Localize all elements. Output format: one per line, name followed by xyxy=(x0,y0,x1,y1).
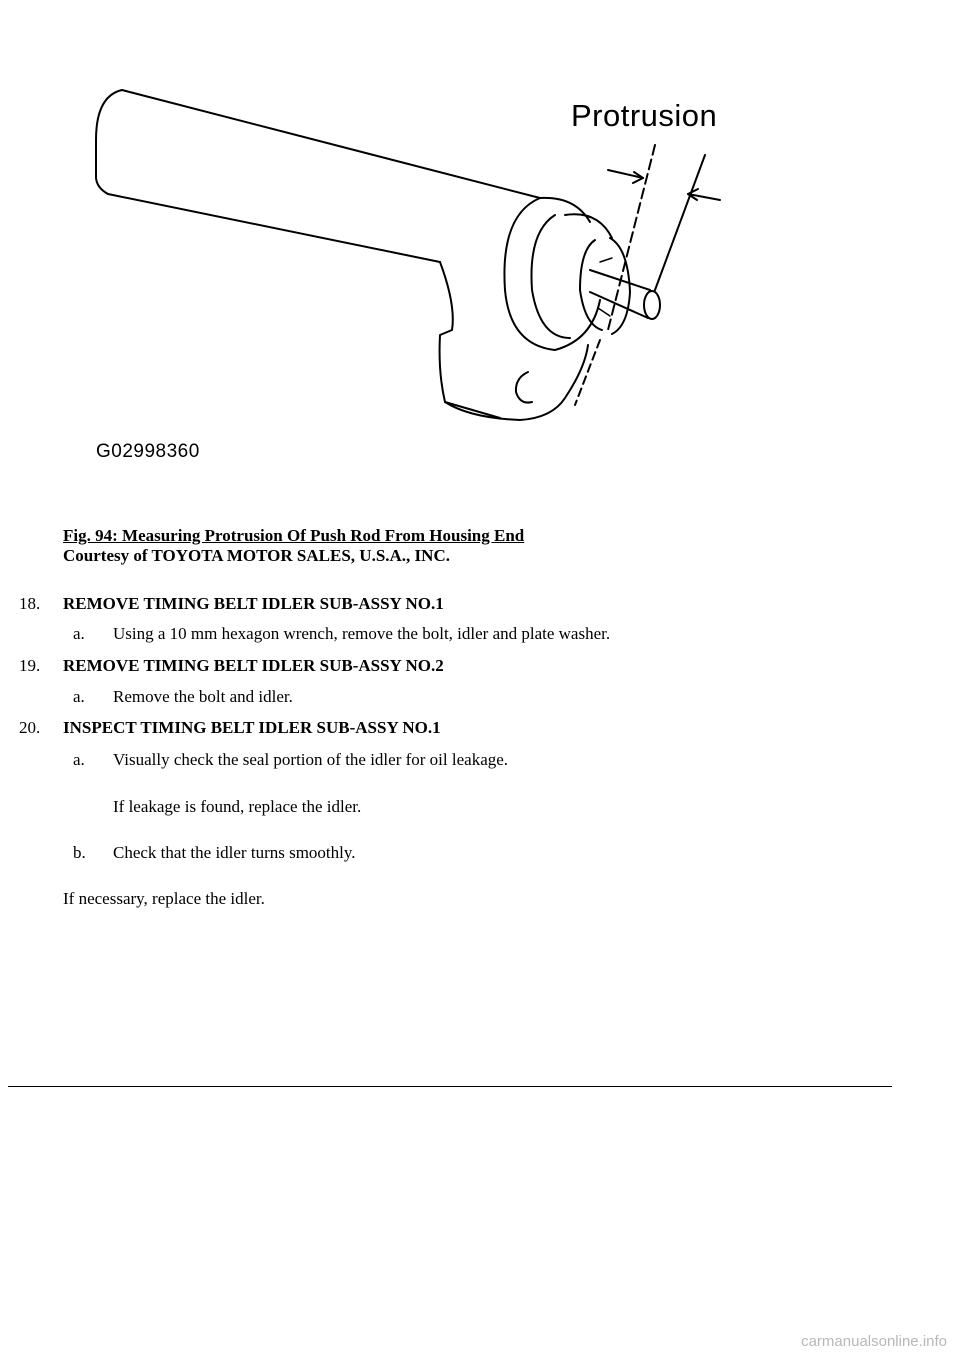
footer-divider xyxy=(8,1086,892,1087)
step-19-item-a xyxy=(73,687,293,707)
item-text: Check that the idler turns smoothly. xyxy=(113,843,356,862)
step-heading: REMOVE TIMING BELT IDLER SUB-ASSY NO.2 xyxy=(63,656,444,675)
item-letter: b. xyxy=(73,843,86,862)
figure-code-label: G02998360 xyxy=(96,441,200,462)
step-20-item-a-note: If leakage is found, replace the idler. xyxy=(113,797,362,816)
item-text: Remove the bolt and idler. xyxy=(113,687,293,706)
step-heading: INSPECT TIMING BELT IDLER SUB-ASSY NO.1 xyxy=(63,718,441,737)
item-text: Visually check the seal portion of the idler for oil leakage. xyxy=(113,750,509,769)
item-text: Using a 10 mm hexagon wrench, remove the bolt, idler and plate washer. xyxy=(113,624,611,643)
step-20-item-b xyxy=(73,843,356,863)
figure-caption xyxy=(63,526,524,566)
closing-text: If necessary, replace the idler. xyxy=(63,889,265,908)
figure-caption-title: Fig. 94: Measuring Protrusion Of Push Rod From Housing End xyxy=(63,526,525,545)
item-letter: a. xyxy=(73,687,85,706)
step-18 xyxy=(19,594,444,614)
step-20 xyxy=(19,718,441,738)
figure-caption-courtesy: Courtesy of TOYOTA MOTOR SALES, U.S.A., INC. xyxy=(63,546,450,565)
step-heading: REMOVE TIMING BELT IDLER SUB-ASSY NO.1 xyxy=(63,594,444,613)
item-letter: a. xyxy=(73,750,85,769)
step-19 xyxy=(19,656,444,676)
step-number: 19. xyxy=(19,656,41,675)
step-18-item-a xyxy=(73,624,610,644)
step-number: 20. xyxy=(19,718,41,737)
protrusion-label: Protrusion xyxy=(571,98,718,133)
item-letter: a. xyxy=(73,624,85,643)
step-number: 18. xyxy=(19,594,41,613)
watermark: carmanualsonline.info xyxy=(801,1333,947,1350)
step-20-item-a xyxy=(73,750,508,770)
